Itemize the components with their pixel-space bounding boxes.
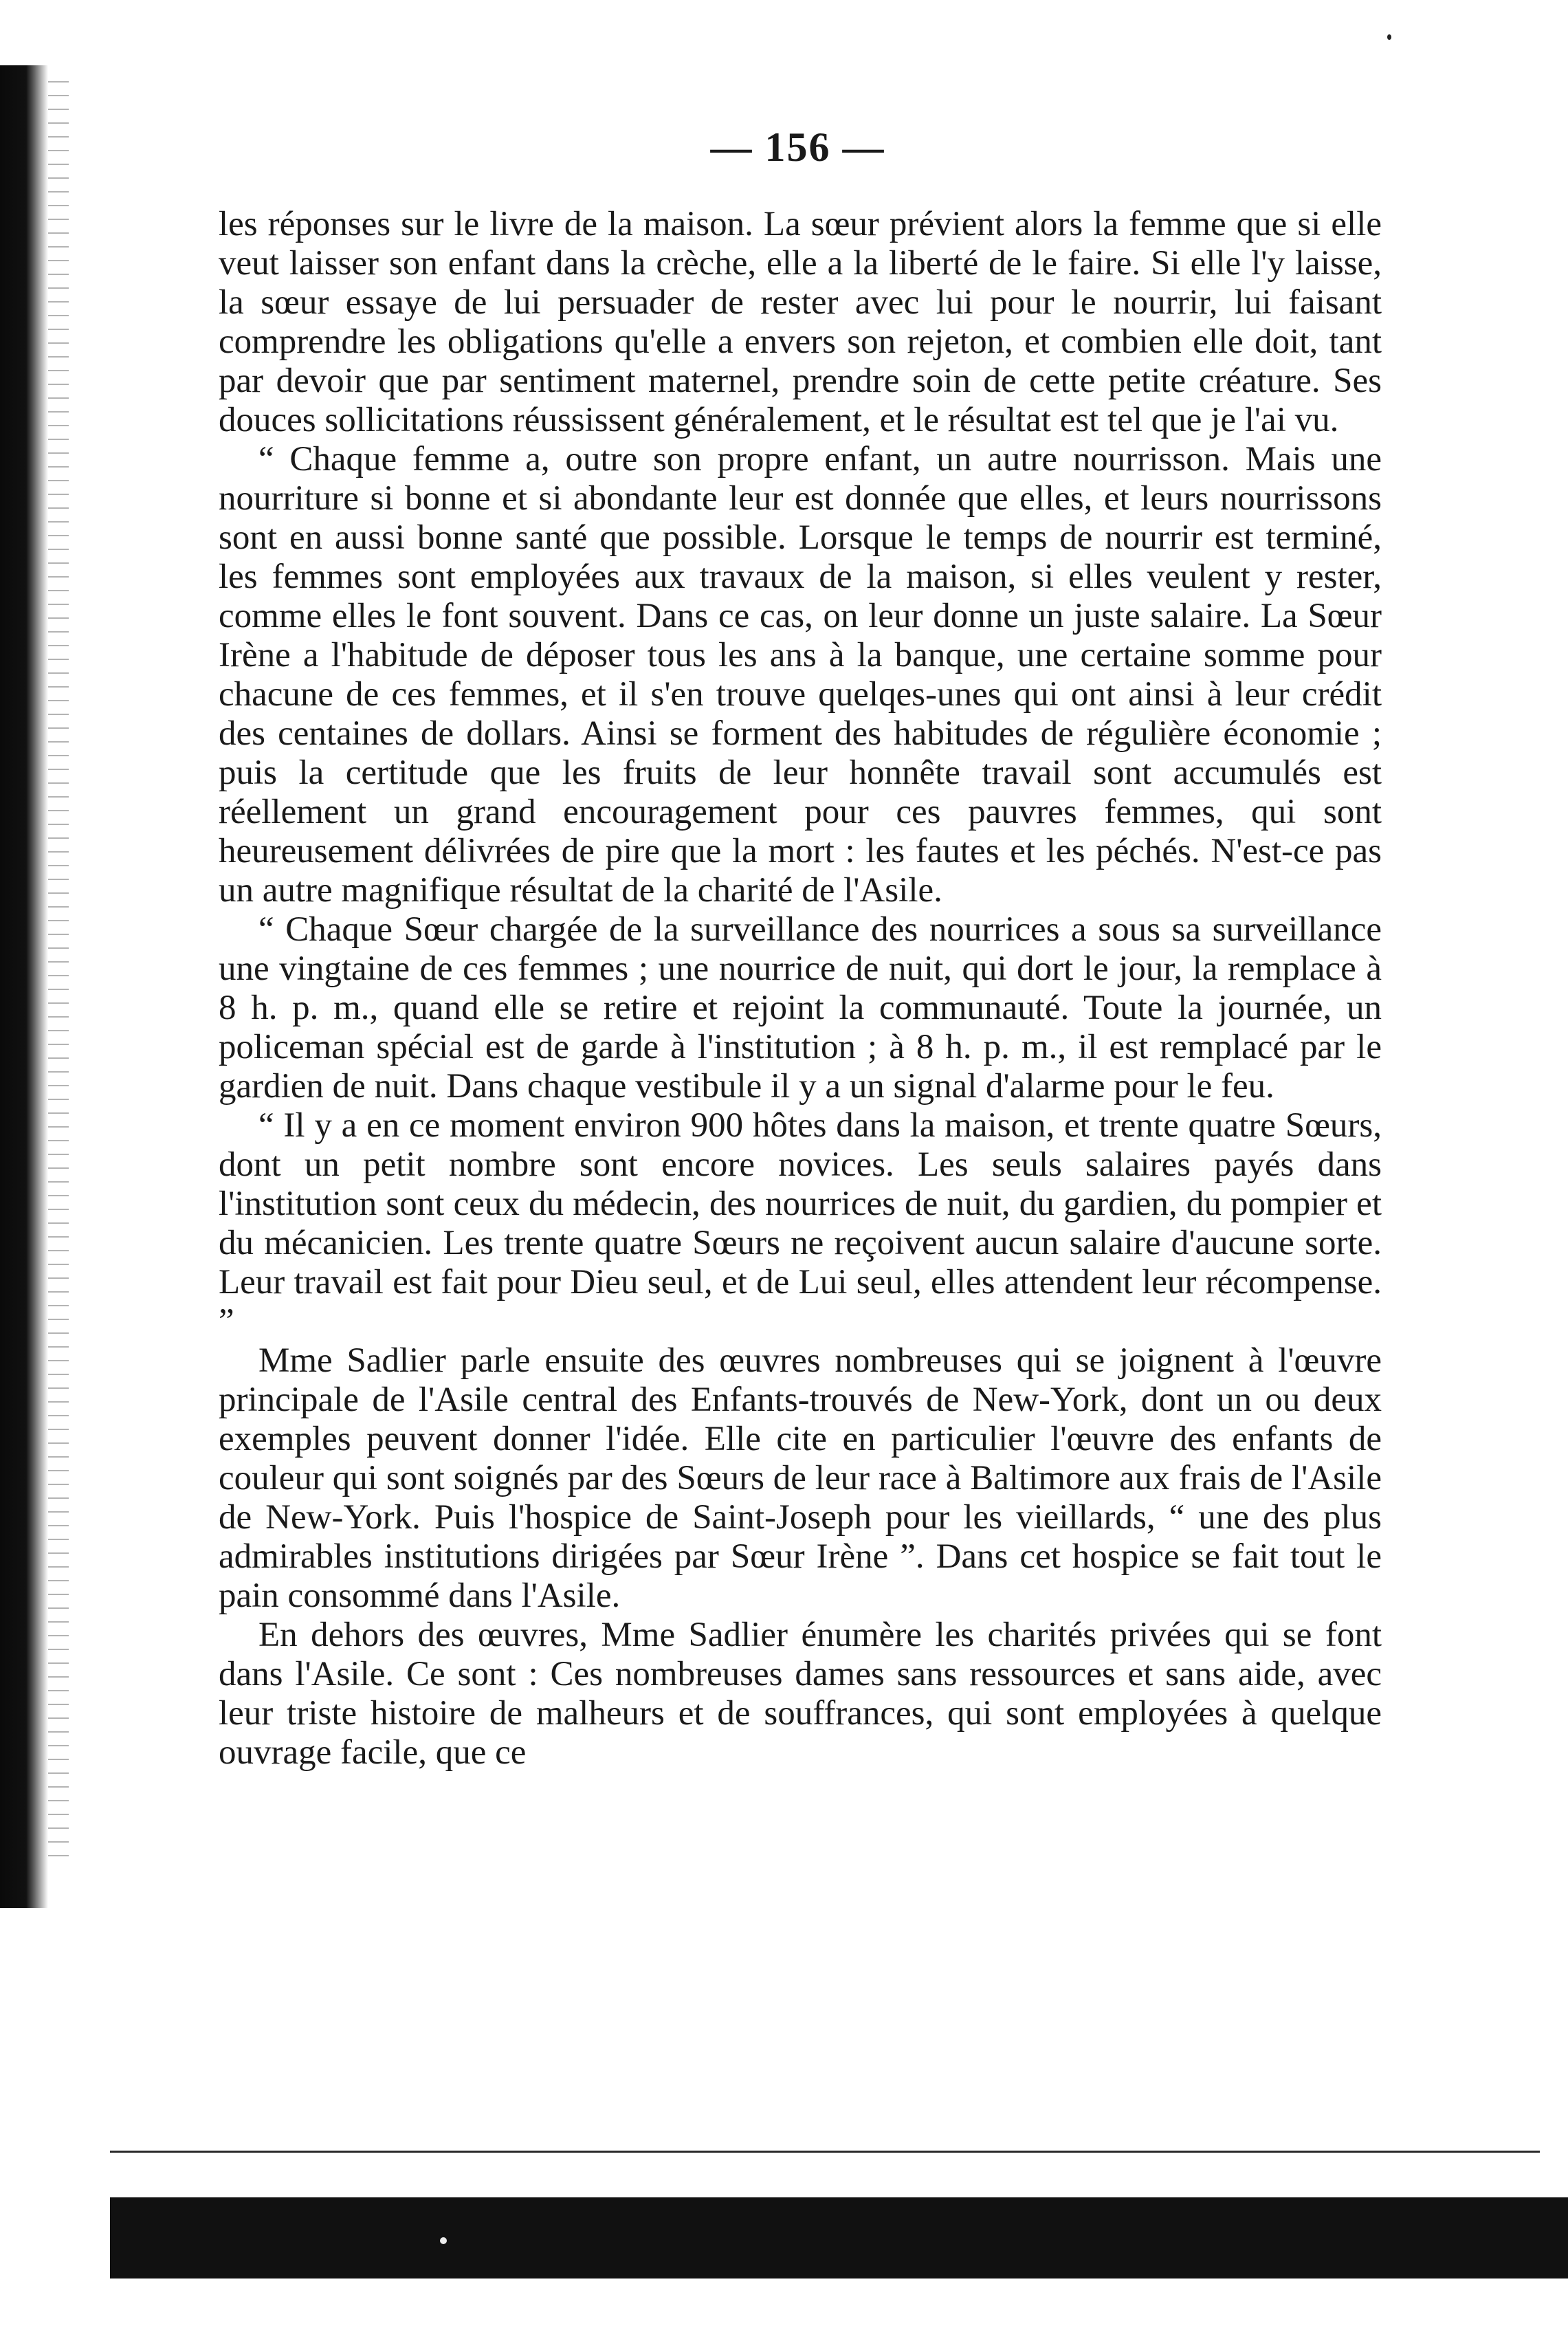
paragraph: En dehors des œuvres, Mme Sadlier énumère les charités privées qui se font dans l'Asile. Ce sont : Ces nombreuses dames sans ressources et sans aide, avec leur triste histoire de malheurs et de souffrances, qui sont employées à quelque ouvrage facile, que ce [219, 1616, 1382, 1772]
scan-bottom-band [110, 2197, 1568, 2278]
scan-binding-edge [0, 65, 48, 1908]
body-text [219, 205, 1382, 1772]
paragraph: les réponses sur le livre de la maison. La sœur prévient alors la femme que si elle veut laisser son enfant dans la crèche, elle a la liberté de le faire. Si elle l'y laisse, la sœur essaye de lui persuader de rester avec lui pour le nourrir, lui faisant comprendre les obligations qu'elle a envers son rejeton, et combien elle doit, tant par devoir que par sentiment maternel, prendre soin de cette petite créature. Ses douces sollicitations réussissent généralement, et le résultat est tel que je l'ai vu. [219, 205, 1382, 439]
scan-edge-marks [48, 69, 69, 1856]
scan-bottom-rule [110, 2151, 1540, 2153]
paragraph: “ Chaque Sœur chargée de la surveillance des nourrices a sous sa surveillance une vingtaine de ces femmes ; une nourrice de nuit, qui dort le jour, la remplace à 8 h. p. m., quand elle se retire et rejoint la communauté. Toute la journée, un policeman spécial est de garde à l'institution ; à 8 h. p. m., il est remplacé par le gardien de nuit. Dans chaque vestibule il y a un signal d'alarme pour le feu. [219, 910, 1382, 1106]
page-number: — 156 — [710, 124, 885, 170]
paragraph: “ Chaque femme a, outre son propre enfant, un autre nourrisson. Mais une nourriture si bonne et si abondante leur est donnée que elles, et leurs nourrissons sont en aussi bonne santé que possible. Lorsque le temps de nourrir est terminé, les femmes sont employées aux travaux de la maison, si elles veulent y rester, comme elles le font souvent. Dans ce cas, on leur donne un juste salaire. La Sœur Irène a l'habitude de déposer tous les ans à la banque, une certaine somme pour chacune de ces femmes, et il s'en trouve quelqes-unes qui ont ainsi à leur crédit des centaines de dollars. Ainsi se forment des habitudes de régulière économie ; puis la certitude que les fruits de leur honnête travail sont accumulés est réellement un grand encouragement pour ces pauvres femmes, qui sont heureusement délivrées de pire que la mort : les fautes et les péchés. N'est-ce pas un autre magnifique résultat de la charité de l'Asile. [219, 440, 1382, 910]
scan-speck [440, 2237, 447, 2244]
paragraph: Mme Sadlier parle ensuite des œuvres nombreuses qui se joignent à l'œuvre principale de l'Asile central des Enfants-trouvés de New-York, dont un ou deux exemples peuvent donner l'idée. Elle cite en particulier l'œuvre des enfants de couleur qui sont soignés par des Sœurs de leur race à Baltimore aux frais de l'Asile de New-York. Puis l'hospice de Saint-Joseph pour les vieillards, “ une des plus admirables institutions dirigées par Sœur Irène ”. Dans cet hospice se fait tout le pain consommé dans l'Asile. [219, 1341, 1382, 1615]
paragraph: “ Il y a en ce moment environ 900 hôtes dans la maison, et trente quatre Sœurs, dont un petit nombre sont encore novices. Les seuls salaires payés dans l'institution sont ceux du médecin, des nourrices de nuit, du gardien, du pompier et du mécanicien. Les trente quatre Sœurs ne reçoivent aucun salaire d'aucune sorte. Leur travail est fait pour Dieu seul, et de Lui seul, elles attendent leur récompense. ” [219, 1106, 1382, 1341]
scan-speck [1387, 34, 1391, 40]
